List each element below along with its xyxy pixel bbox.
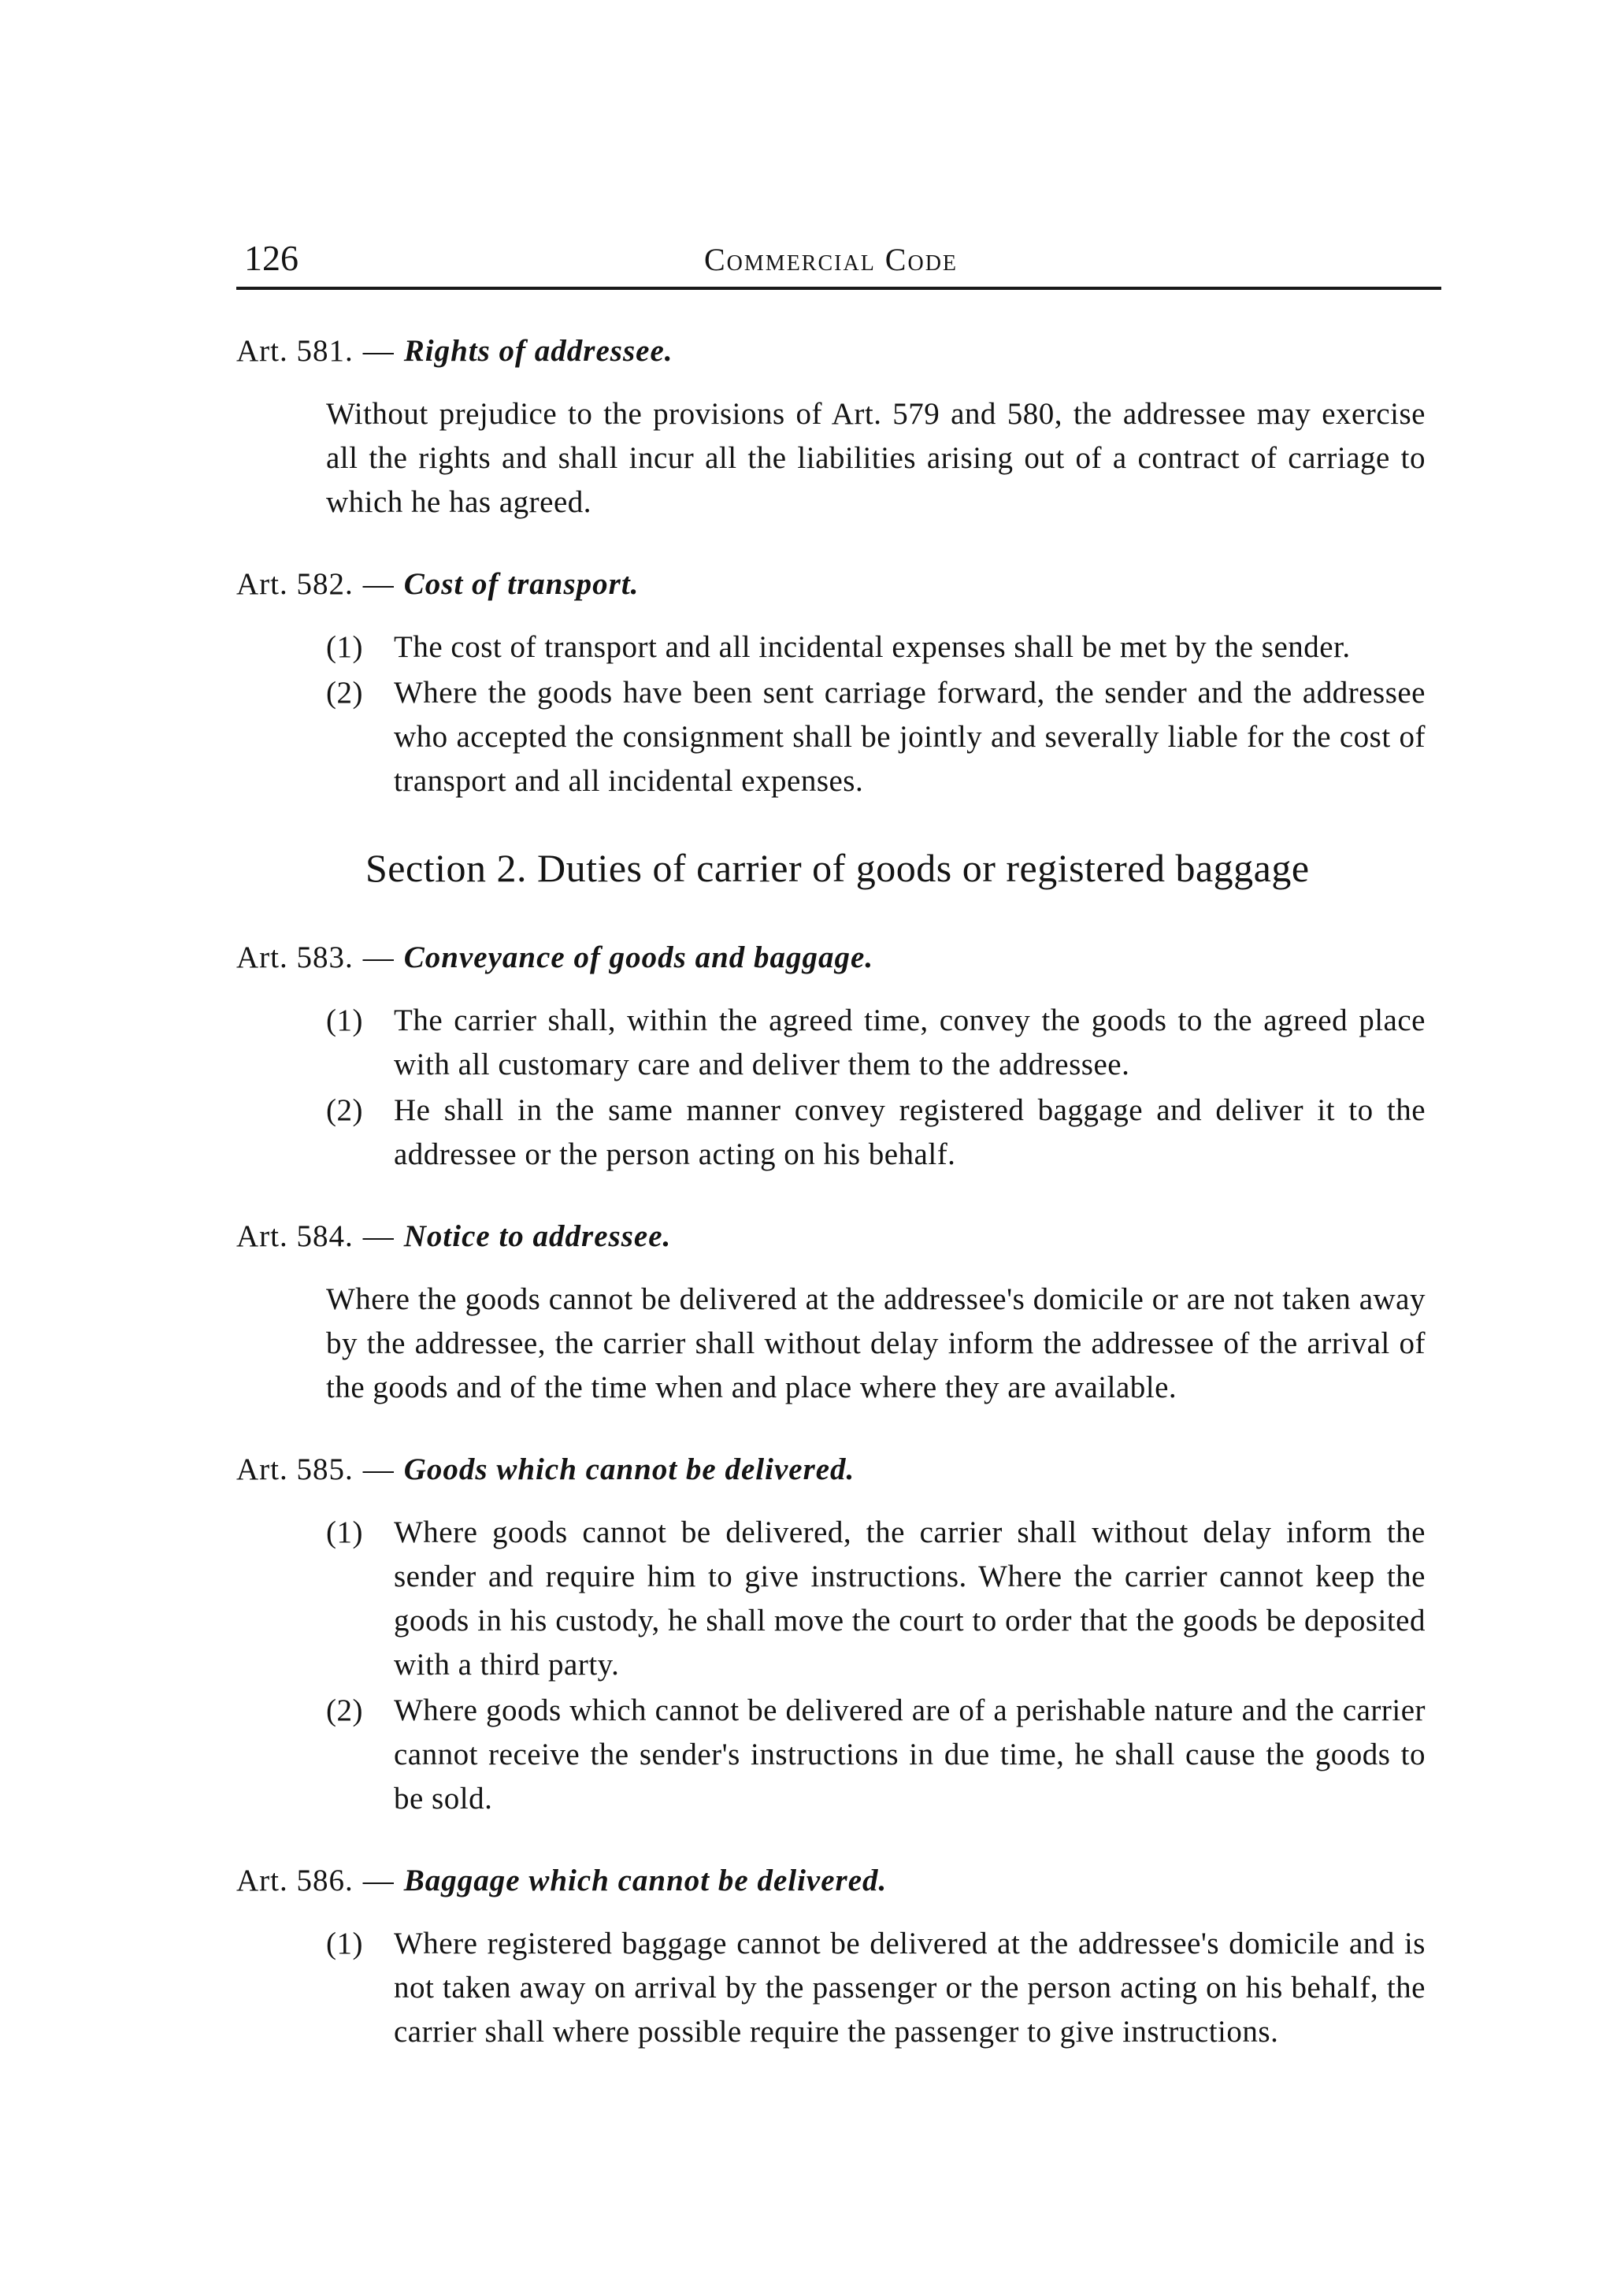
article-title: Cost of transport.: [403, 567, 640, 601]
article-title: Goods which cannot be delivered.: [403, 1452, 855, 1486]
paragraph-text: He shall in the same manner convey registered baggage and deliver it to the addressee or the person acting on his behalf.: [394, 1093, 1426, 1171]
article-number: Art. 585.: [236, 1452, 354, 1486]
paragraph-item: [326, 625, 1426, 670]
paragraph-number: (2): [326, 1093, 363, 1127]
article-heading: [236, 1860, 1449, 1901]
article-heading: [236, 331, 1449, 372]
paragraph-item: [326, 1089, 1426, 1177]
paragraph-item: [326, 999, 1426, 1087]
article-body: Without prejudice to the provisions of Art. 579 and 580, the addressee may exercise all the rights and shall incur all the liabilities arising out of a contract of carriage to which he has agreed.: [326, 397, 1426, 519]
article-dash: —: [362, 567, 395, 601]
paragraph-number: (1): [326, 630, 363, 664]
section-heading: Section 2. Duties of carrier of goods or registered baggage: [365, 846, 1310, 890]
article-paragraphs: [326, 999, 1426, 1177]
article-heading: [236, 1449, 1449, 1490]
paragraph-number: (2): [326, 676, 363, 710]
article-heading: [236, 937, 1449, 978]
article-dash: —: [362, 940, 395, 974]
paragraph-text: Where registered baggage cannot be delivered at the addressee's domicile and is not taken away on arrival by the passenger or the person acting on his behalf, the carrier shall where possible require the passenger to give instructions.: [394, 1927, 1426, 2049]
paragraph-number: (1): [326, 1927, 363, 1960]
article-body: Where the goods cannot be delivered at the addressee's domicile or are not taken away by the addressee, the carrier shall without delay inform the addressee of the arrival of the goods and of the time when and place where they are available.: [326, 1282, 1426, 1404]
article-number: Art. 582.: [236, 567, 354, 601]
article-number: Art. 584.: [236, 1219, 354, 1253]
article-number: Art. 583.: [236, 940, 354, 974]
article-number: Art. 586.: [236, 1864, 354, 1897]
article-dash: —: [362, 334, 395, 368]
paragraph-text: The cost of transport and all incidental expenses shall be met by the sender.: [394, 630, 1351, 664]
paragraph-text: Where goods cannot be delivered, the carrier shall without delay inform the sender and require him to give instructions. Where the carrier cannot keep the goods in his custody, he shall move the court to order that the goods be deposited with a third party.: [394, 1515, 1426, 1682]
paragraph-number: (1): [326, 1515, 363, 1549]
article-paragraphs: [326, 625, 1426, 803]
article-dash: —: [362, 1219, 395, 1253]
article-title: Conveyance of goods and baggage.: [403, 940, 874, 974]
running-title: Commercial Code: [704, 242, 959, 277]
article-dash: —: [362, 1452, 395, 1486]
page-number: 126: [244, 238, 298, 278]
article-title: Rights of addressee.: [403, 334, 673, 368]
paragraph-text: The carrier shall, within the agreed time, convey the goods to the agreed place with all customary care and deliver them to the addressee.: [394, 1003, 1426, 1081]
article-heading: [236, 1216, 1449, 1257]
paragraph-item: [326, 1922, 1426, 2054]
article-title: Baggage which cannot be delivered.: [403, 1864, 888, 1897]
article-heading: [236, 564, 1449, 605]
paragraph-number: (1): [326, 1003, 363, 1037]
paragraph-number: (2): [326, 1693, 363, 1727]
paragraph-item: [326, 1689, 1426, 1821]
paragraph-item: [326, 671, 1426, 803]
article-paragraphs: [326, 1922, 1426, 2054]
article-title: Notice to addressee.: [403, 1219, 672, 1253]
article-number: Art. 581.: [236, 334, 354, 368]
paragraph-item: [326, 1511, 1426, 1687]
paragraph-text: Where goods which cannot be delivered are of a perishable nature and the carrier cannot receive the sender's instructions in due time, he shall cause the goods to be sold.: [394, 1693, 1426, 1816]
paragraph-text: Where the goods have been sent carriage forward, the sender and the addressee who accepted the consignment shall be jointly and severally liable for the cost of transport and all incidental expenses.: [394, 676, 1426, 798]
article-paragraphs: [326, 1511, 1426, 1821]
article-dash: —: [362, 1864, 395, 1897]
running-head: [236, 236, 1441, 290]
page-content: [236, 331, 1449, 2094]
